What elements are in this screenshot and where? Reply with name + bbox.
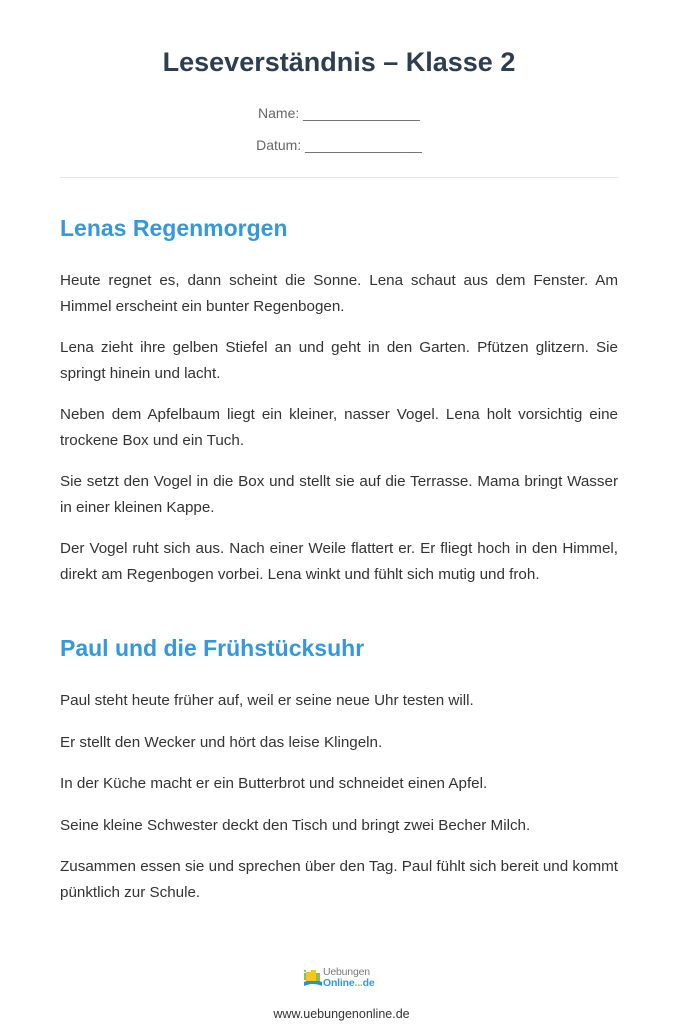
- open-book-logo-icon: [302, 967, 324, 989]
- story-title-lenas-regenmorgen: Lenas Regenmorgen: [60, 215, 288, 241]
- story-paragraph: Er stellt den Wecker und hört das leise Klingeln.: [60, 734, 383, 751]
- date-field: Datum: _______________: [256, 137, 422, 153]
- footer-url[interactable]: www.uebungenonline.de: [273, 1007, 410, 1021]
- story-paragraph: Sie setzt den Vogel in die Box und stellt sie auf die Terrasse. Mama bringt Wasser in einer kleinen Kappe.: [60, 473, 618, 516]
- story-paragraph: Seine kleine Schwester deckt den Tisch und bringt zwei Becher Milch.: [60, 817, 531, 834]
- story-paragraph: Lena zieht ihre gelben Stiefel an und geht in den Garten. Pfützen glitzern. Sie springt hinein und lacht.: [60, 339, 618, 382]
- logo-dots: ...: [354, 977, 363, 989]
- story-paragraph: Neben dem Apfelbaum liegt ein kleiner, nasser Vogel. Lena holt vorsichtig eine trockene Box und ein Tuch.: [60, 406, 618, 449]
- story-paragraph: Paul steht heute früher auf, weil er seine neue Uhr testen will.: [60, 692, 474, 709]
- logo-text-uebungen: Uebungen: [323, 966, 370, 978]
- logo-text-online: [323, 977, 375, 989]
- story-paragraph: Der Vogel ruht sich aus. Nach einer Weile flattert er. Er fliegt hoch in den Himmel, direkt am Regenbogen vorbei. Lena winkt und fühlt sich mutig und froh.: [60, 540, 618, 583]
- story-paragraph: In der Küche macht er ein Butterbrot und schneidet einen Apfel.: [60, 775, 488, 792]
- story-paragraph: Heute regnet es, dann scheint die Sonne. Lena schaut aus dem Fenster. Am Himmel erscheint ein bunter Regenbogen.: [60, 272, 618, 315]
- uebungenonline-logo[interactable]: [302, 965, 382, 993]
- page-title: Leseverständnis – Klasse 2: [162, 47, 516, 77]
- name-field: Name: _______________: [258, 105, 420, 121]
- header-divider: [60, 177, 618, 178]
- logo-suffix: de: [362, 977, 375, 989]
- logo-text-online-word: Online: [323, 977, 355, 989]
- story-title-paul-und-die-fruehstuecksuhr: Paul und die Frühstücksuhr: [60, 635, 365, 661]
- story-paragraph: Zusammen essen sie und sprechen über den Tag. Paul fühlt sich bereit und kommt pünktlich zur Schule.: [60, 858, 618, 901]
